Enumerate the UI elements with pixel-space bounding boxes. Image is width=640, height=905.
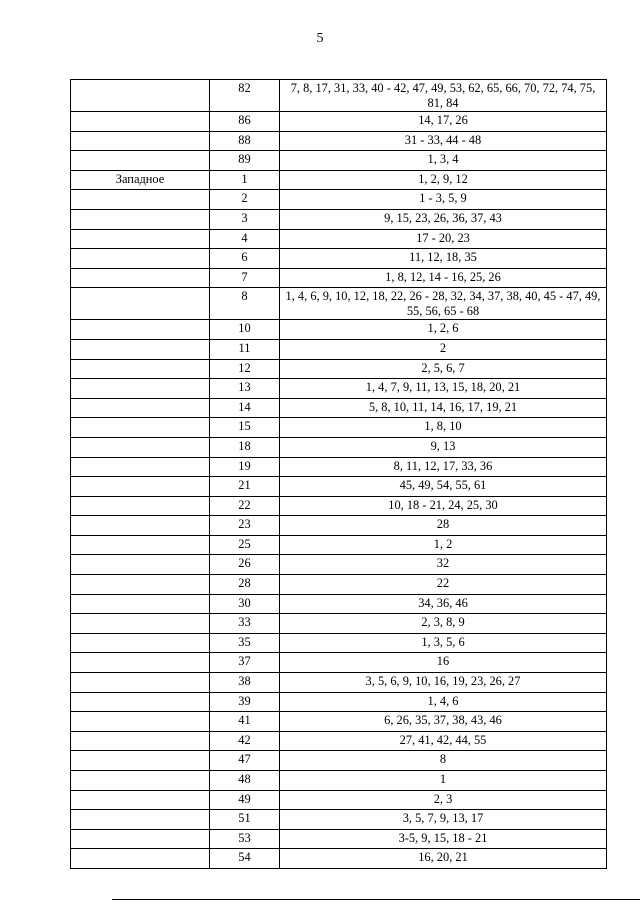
table-row (71, 398, 607, 418)
plot-list-cell: 3, 5, 7, 9, 13, 17 (280, 810, 607, 830)
quarter-number-cell: 19 (210, 457, 280, 477)
region-empty-cell (71, 516, 210, 536)
table-row (71, 288, 607, 320)
quarter-number-cell: 33 (210, 614, 280, 634)
plot-list-cell: 7, 8, 17, 31, 33, 40 - 42, 47, 49, 53, 62, 65, 66, 70, 72, 74, 75, 81, 84 (280, 80, 607, 112)
table-row (71, 614, 607, 634)
table-row (71, 477, 607, 497)
plot-list-cell: 9, 13 (280, 437, 607, 457)
region-empty-cell (71, 359, 210, 379)
plot-list-cell: 14, 17, 26 (280, 112, 607, 132)
region-empty-cell (71, 829, 210, 849)
plot-list-cell: 3-5, 9, 15, 18 - 21 (280, 829, 607, 849)
plot-list-cell: 3, 5, 6, 9, 10, 16, 19, 23, 26, 27 (280, 673, 607, 693)
table-row (71, 418, 607, 438)
plot-list-cell: 2 (280, 339, 607, 359)
table-row (71, 575, 607, 595)
quarter-number-cell: 15 (210, 418, 280, 438)
quarter-number-cell: 2 (210, 190, 280, 210)
quarter-number-cell: 3 (210, 209, 280, 229)
plot-list-cell: 2, 3, 8, 9 (280, 614, 607, 634)
table-row (71, 790, 607, 810)
plot-list-cell: 5, 8, 10, 11, 14, 16, 17, 19, 21 (280, 398, 607, 418)
forest-quarter-table (70, 79, 607, 869)
region-empty-cell (71, 151, 210, 171)
region-empty-cell (71, 633, 210, 653)
plot-list-cell: 10, 18 - 21, 24, 25, 30 (280, 496, 607, 516)
quarter-number-cell: 8 (210, 288, 280, 320)
plot-list-cell: 9, 15, 23, 26, 36, 37, 43 (280, 209, 607, 229)
table-row (71, 653, 607, 673)
plot-list-cell: 8 (280, 751, 607, 771)
table-row (71, 535, 607, 555)
quarter-number-cell: 47 (210, 751, 280, 771)
table-row (71, 712, 607, 732)
region-empty-cell (71, 112, 210, 132)
region-empty-cell (71, 398, 210, 418)
table-row (71, 771, 607, 791)
table-row (71, 633, 607, 653)
quarter-number-cell: 13 (210, 379, 280, 399)
region-empty-cell (71, 692, 210, 712)
plot-list-cell: 2, 3 (280, 790, 607, 810)
quarter-number-cell: 53 (210, 829, 280, 849)
quarter-number-cell: 41 (210, 712, 280, 732)
plot-list-cell: 8, 11, 12, 17, 33, 36 (280, 457, 607, 477)
table-row (71, 268, 607, 288)
region-empty-cell (71, 535, 210, 555)
quarter-number-cell: 26 (210, 555, 280, 575)
plot-list-cell: 2, 5, 6, 7 (280, 359, 607, 379)
plot-list-cell: 34, 36, 46 (280, 594, 607, 614)
quarter-number-cell: 28 (210, 575, 280, 595)
region-name-cell (71, 80, 210, 112)
quarter-number-cell: 21 (210, 477, 280, 497)
region-empty-cell (71, 131, 210, 151)
plot-list-cell: 32 (280, 555, 607, 575)
region-empty-cell (71, 418, 210, 438)
region-empty-cell (71, 751, 210, 771)
table-row (71, 731, 607, 751)
table-row (71, 112, 607, 132)
table-row (71, 131, 607, 151)
quarter-number-cell: 11 (210, 339, 280, 359)
region-empty-cell (71, 437, 210, 457)
plot-list-cell: 1, 2 (280, 535, 607, 555)
quarter-number-cell: 89 (210, 151, 280, 171)
quarter-number-cell: 4 (210, 229, 280, 249)
quarter-number-cell: 37 (210, 653, 280, 673)
plot-list-cell: 1, 4, 6 (280, 692, 607, 712)
region-empty-cell (71, 673, 210, 693)
quarter-number-cell: 86 (210, 112, 280, 132)
quarter-number-cell: 14 (210, 398, 280, 418)
quarter-number-cell: 22 (210, 496, 280, 516)
region-empty-cell (71, 190, 210, 210)
region-empty-cell (71, 229, 210, 249)
table-row (71, 829, 607, 849)
quarter-number-cell: 49 (210, 790, 280, 810)
region-empty-cell (71, 555, 210, 575)
table-row (71, 437, 607, 457)
quarter-number-cell: 42 (210, 731, 280, 751)
plot-list-cell: 1, 3, 4 (280, 151, 607, 171)
region-empty-cell (71, 339, 210, 359)
quarter-number-cell: 82 (210, 80, 280, 112)
quarter-number-cell: 39 (210, 692, 280, 712)
table-body (71, 80, 607, 869)
region-empty-cell (71, 575, 210, 595)
region-empty-cell (71, 653, 210, 673)
region-empty-cell (71, 288, 210, 320)
table-row (71, 692, 607, 712)
region-empty-cell (71, 849, 210, 869)
quarter-number-cell: 38 (210, 673, 280, 693)
plot-list-cell: 1, 4, 7, 9, 11, 13, 15, 18, 20, 21 (280, 379, 607, 399)
plot-list-cell: 11, 12, 18, 35 (280, 249, 607, 269)
region-empty-cell (71, 457, 210, 477)
quarter-number-cell: 1 (210, 170, 280, 190)
table-row (71, 673, 607, 693)
table-row (71, 80, 607, 112)
quarter-number-cell: 54 (210, 849, 280, 869)
region-empty-cell (71, 209, 210, 229)
table-row (71, 249, 607, 269)
region-empty-cell (71, 496, 210, 516)
region-empty-cell (71, 379, 210, 399)
region-empty-cell (71, 771, 210, 791)
quarter-number-cell: 23 (210, 516, 280, 536)
page-number: 5 (316, 31, 324, 46)
region-empty-cell (71, 712, 210, 732)
plot-list-cell: 22 (280, 575, 607, 595)
table-row (71, 555, 607, 575)
quarter-number-cell: 7 (210, 268, 280, 288)
table-row (71, 339, 607, 359)
plot-list-cell: 6, 26, 35, 37, 38, 43, 46 (280, 712, 607, 732)
table-row (71, 229, 607, 249)
region-empty-cell (71, 790, 210, 810)
quarter-number-cell: 88 (210, 131, 280, 151)
table-row (71, 849, 607, 869)
plot-list-cell: 31 - 33, 44 - 48 (280, 131, 607, 151)
plot-list-cell: 1, 8, 12, 14 - 16, 25, 26 (280, 268, 607, 288)
table-row (71, 457, 607, 477)
table-row (71, 751, 607, 771)
quarter-number-cell: 25 (210, 535, 280, 555)
table-row (71, 190, 607, 210)
plot-list-cell: 1, 2, 6 (280, 320, 607, 340)
plot-list-cell: 1, 8, 10 (280, 418, 607, 438)
bottom-rule (112, 899, 640, 900)
table-row (71, 516, 607, 536)
region-empty-cell (71, 810, 210, 830)
table-row (71, 170, 607, 190)
plot-list-cell: 1 - 3, 5, 9 (280, 190, 607, 210)
region-empty-cell (71, 477, 210, 497)
quarter-number-cell: 30 (210, 594, 280, 614)
region-empty-cell (71, 320, 210, 340)
quarter-number-cell: 10 (210, 320, 280, 340)
table-row (71, 594, 607, 614)
table-row (71, 810, 607, 830)
quarter-number-cell: 6 (210, 249, 280, 269)
quarter-number-cell: 12 (210, 359, 280, 379)
table-row (71, 209, 607, 229)
table-row (71, 496, 607, 516)
plot-list-cell: 17 - 20, 23 (280, 229, 607, 249)
region-empty-cell (71, 731, 210, 751)
plot-list-cell: 27, 41, 42, 44, 55 (280, 731, 607, 751)
region-empty-cell (71, 249, 210, 269)
plot-list-cell: 45, 49, 54, 55, 61 (280, 477, 607, 497)
table-row (71, 151, 607, 171)
plot-list-cell: 16 (280, 653, 607, 673)
table-row (71, 359, 607, 379)
plot-list-cell: 1 (280, 771, 607, 791)
table-row (71, 379, 607, 399)
plot-list-cell: 1, 3, 5, 6 (280, 633, 607, 653)
quarter-number-cell: 51 (210, 810, 280, 830)
region-empty-cell (71, 268, 210, 288)
plot-list-cell: 1, 4, 6, 9, 10, 12, 18, 22, 26 - 28, 32, 34, 37, 38, 40, 45 - 47, 49, 55, 56, 65 - 68 (280, 288, 607, 320)
plot-list-cell: 1, 2, 9, 12 (280, 170, 607, 190)
region-empty-cell (71, 594, 210, 614)
table-row (71, 320, 607, 340)
region-name-cell: Западное (71, 170, 210, 190)
quarter-number-cell: 18 (210, 437, 280, 457)
region-empty-cell (71, 614, 210, 634)
plot-list-cell: 16, 20, 21 (280, 849, 607, 869)
plot-list-cell: 28 (280, 516, 607, 536)
quarter-number-cell: 48 (210, 771, 280, 791)
quarter-number-cell: 35 (210, 633, 280, 653)
